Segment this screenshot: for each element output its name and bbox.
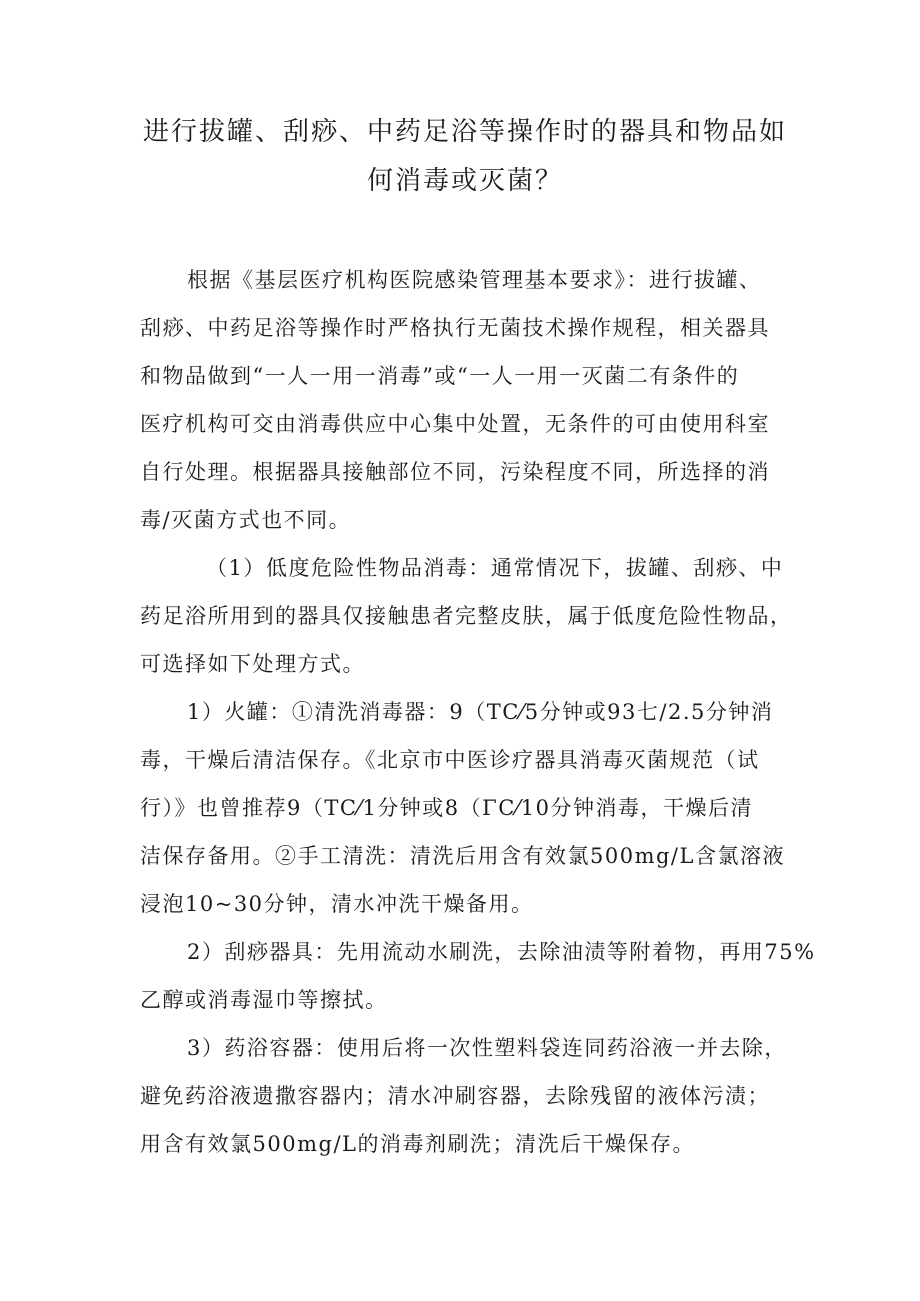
paragraph-line: 毒，干燥后清洁保存。《北京市中医诊疗器具消毒灭菌规范（试 bbox=[140, 748, 760, 772]
paragraph-line: 用含有效氯500mg/L的消毒剂刷洗；清洗后干燥保存。 bbox=[140, 1132, 695, 1156]
paragraph-line: 行）》也曾推荐9（TC⁄1分钟或8（ΓC⁄10分钟消毒，干燥后清 bbox=[140, 796, 754, 820]
paragraph-scraping-tools bbox=[140, 928, 816, 1024]
paragraph-line: 2）刮痧器具：先用流动水刷洗，去除油渍等附着物，再用75% bbox=[187, 940, 816, 964]
paragraph-line: 根据《基层医疗机构医院感染管理基本要求》：进行拔罐、 bbox=[187, 268, 762, 292]
paragraph-line: 乙醇或消毒湿巾等擦拭。 bbox=[140, 988, 388, 1012]
paragraph-line: 洁保存备用。②手工清洗：清洗后用含有效氯500mg/L含氯溶液 bbox=[140, 844, 785, 868]
paragraph-low-risk bbox=[140, 544, 792, 688]
paragraph-line: 毒/灭菌方式也不同。 bbox=[140, 508, 352, 532]
paragraph-line: 刮痧、中药足浴等操作时严格执行无菌技术操作规程，相关器具 bbox=[140, 316, 770, 340]
paragraph-line: （1）低度危险性物品消毒：通常情况下，拔罐、刮痧、中 bbox=[206, 556, 784, 580]
paragraph-line: 药足浴所用到的器具仅接触患者完整皮肤，属于低度危险性物品， bbox=[140, 604, 793, 628]
paragraph-line: 可选择如下处理方式。 bbox=[140, 652, 365, 676]
paragraph-intro bbox=[140, 256, 792, 544]
document-title-line-2: 何消毒或灭菌？ bbox=[366, 166, 563, 196]
paragraph-fire-cup bbox=[140, 688, 792, 928]
paragraph-line: 医疗机构可交由消毒供应中心集中处置，无条件的可由使用科室 bbox=[140, 412, 770, 436]
paragraph-line: 3）药浴容器：使用后将一次性塑料袋连同药浴液一并去除， bbox=[187, 1036, 787, 1060]
paragraph-line: 自行处理。根据器具接触部位不同，污染程度不同，所选择的消 bbox=[140, 460, 770, 484]
document-title-line-1: 进行拔罐、刮痧、中药足浴等操作时的器具和物品如 bbox=[142, 117, 787, 147]
paragraph-bath-container bbox=[140, 1024, 792, 1168]
paragraph-line: 和物品做到“一人一用一消毒”或“一人一用一灭菌二有条件的 bbox=[140, 364, 740, 388]
paragraph-line: 1）火罐：①清洗消毒器：9（TC⁄5分钟或93七/2.5分钟消 bbox=[187, 700, 774, 724]
paragraph-line: 避免药浴液遗撒容器内；清水冲刷容器，去除残留的液体污渍； bbox=[140, 1084, 770, 1108]
paragraph-line: 浸泡10~30分钟，清水冲洗干燥备用。 bbox=[140, 892, 534, 916]
